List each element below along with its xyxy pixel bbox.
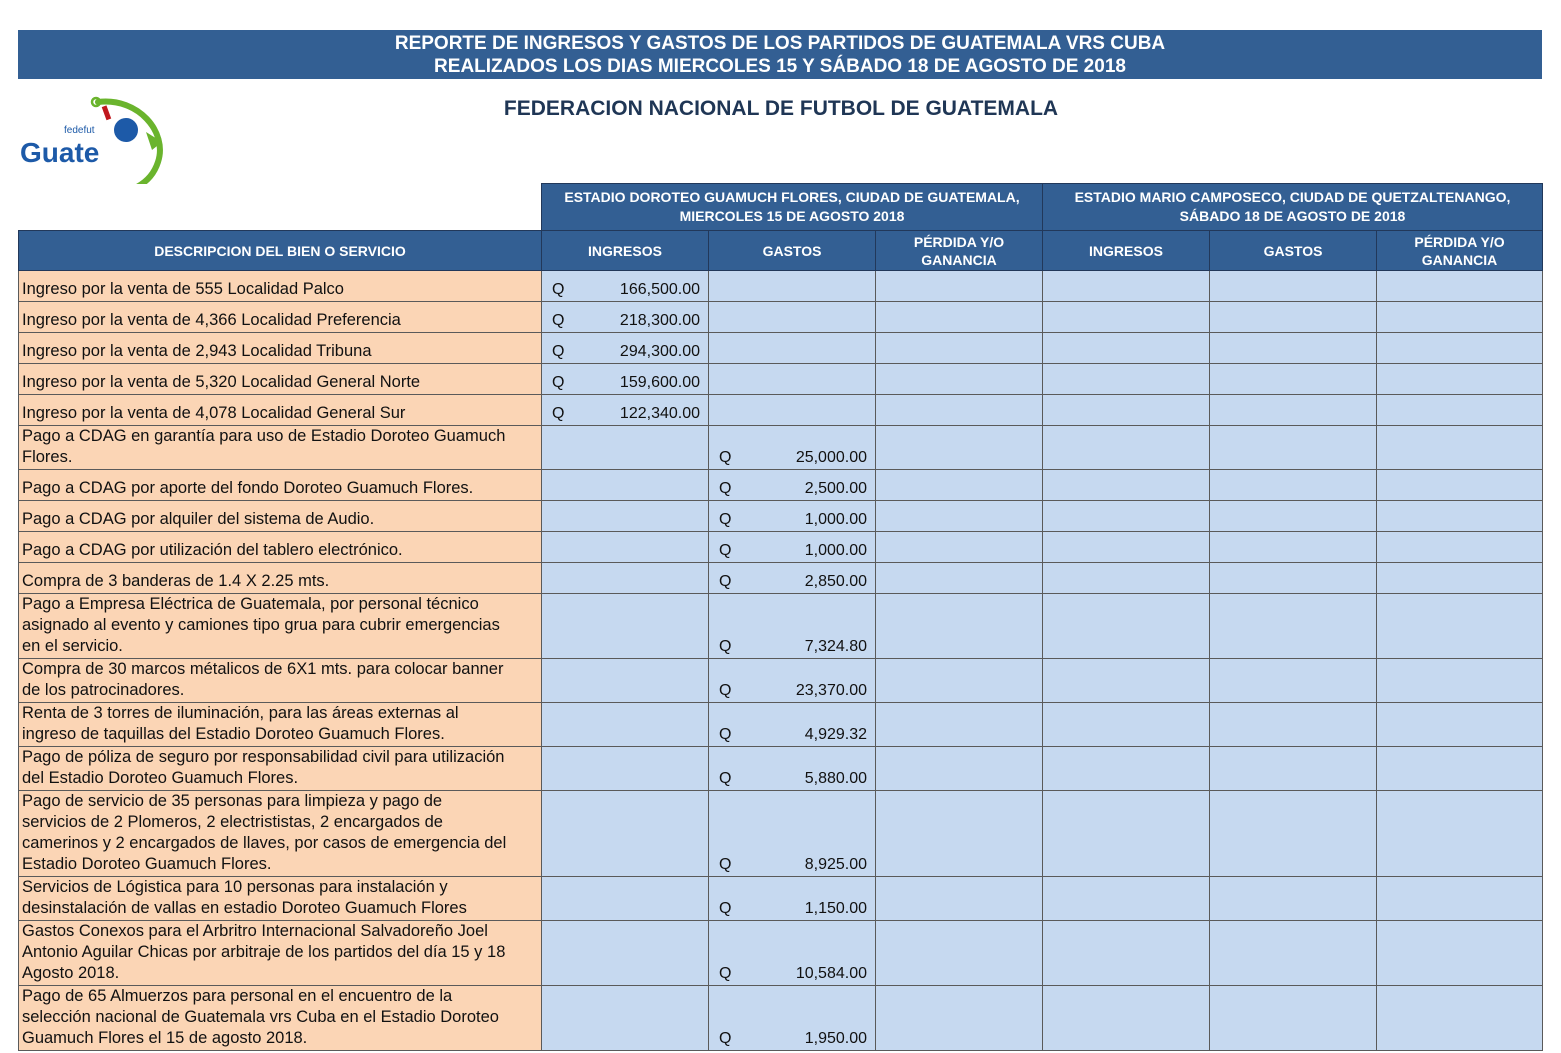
cell-gastos-1 [709, 333, 876, 364]
cell-perdida-1 [876, 703, 1043, 747]
cell-gastos-2 [1210, 921, 1377, 986]
cell-ingresos-1 [542, 791, 709, 877]
description-line: Gastos Conexos para el Arbritro Internacional Salvadoreño Joel [22, 922, 488, 940]
cell-perdida-1 [876, 659, 1043, 703]
logo-big-text: Guate [20, 137, 100, 168]
col-header-perdida-1 [876, 231, 1043, 271]
cell-perdida-1 [876, 532, 1043, 563]
amount: 294,300.00 [619, 343, 700, 360]
cell-perdida-1 [876, 563, 1043, 594]
description-line: Renta de 3 torres de iluminación, para las áreas externas al [22, 704, 459, 722]
cell-gastos-1 [709, 877, 876, 921]
description-line: Pago a CDAG por aporte del fondo Doroteo Guamuch Flores. [22, 479, 474, 497]
currency-symbol: Q [719, 638, 732, 655]
amount: 23,370.00 [795, 682, 867, 699]
cell-perdida-2 [1377, 703, 1543, 747]
description-line: Pago a CDAG por utilización del tablero electrónico. [22, 541, 403, 559]
cell-perdida-2 [1377, 395, 1543, 426]
cell-perdida-2 [1377, 791, 1543, 877]
description-line: Compra de 30 marcos métalicos de 6X1 mts. para colocar banner [22, 660, 504, 678]
currency-symbol: Q [719, 856, 732, 873]
row-description [19, 986, 542, 1051]
description-line: Pago de póliza de seguro por responsabilidad civil para utilización [22, 748, 505, 766]
col-header-ingresos-2: INGRESOS [1043, 231, 1210, 271]
currency-symbol: Q [719, 900, 732, 917]
cell-ingresos-1 [542, 426, 709, 470]
description-line: Estadio Doroteo Guamuch Flores. [22, 855, 272, 873]
description-line: Ingreso por la venta de 5,320 Localidad General Norte [22, 373, 421, 391]
cell-gastos-1 [709, 986, 876, 1051]
description-line: Servicios de Lógistica para 10 personas para instalación y [22, 878, 448, 896]
cell-gastos-2 [1210, 791, 1377, 877]
cell-gastos-2 [1210, 364, 1377, 395]
perdida-line1: PÉRDIDA Y/O [913, 233, 1005, 250]
col-header-gastos-2: GASTOS [1210, 231, 1377, 271]
stadium-header-camposeco [1043, 184, 1543, 231]
row-description [19, 271, 542, 302]
cell-perdida-1 [876, 470, 1043, 501]
cell-perdida-1 [876, 271, 1043, 302]
cell-perdida-2 [1377, 426, 1543, 470]
table-row [19, 921, 1543, 986]
logo-red-bar [102, 105, 111, 120]
amount: 166,500.00 [619, 281, 700, 298]
cell-ingresos-1 [542, 921, 709, 986]
cell-perdida-1 [876, 986, 1043, 1051]
column-header-row [19, 231, 1543, 271]
amount: 1,000.00 [804, 542, 867, 559]
description-line: Ingreso por la venta de 4,366 Localidad Preferencia [22, 311, 401, 329]
description-line: Pago de 65 Almuerzos para personal en el encuentro de la [22, 987, 453, 1005]
cell-ingresos-2 [1043, 791, 1210, 877]
table-row [19, 302, 1543, 333]
currency-symbol: Q [552, 374, 565, 391]
cell-perdida-1 [876, 791, 1043, 877]
description-line: Ingreso por la venta de 4,078 Localidad General Sur [22, 404, 406, 422]
logo-blue-ball [114, 118, 138, 142]
row-description [19, 921, 542, 986]
description-line: Agosto 2018. [22, 964, 120, 982]
fedefut-guate-logo [18, 92, 168, 197]
row-description [19, 426, 542, 470]
cell-gastos-1 [709, 395, 876, 426]
cell-gastos-2 [1210, 333, 1377, 364]
perdida-line2: GANANCIA [921, 251, 997, 268]
description-line: asignado al evento y camiones tipo grua para cubrir emergencias [22, 616, 500, 634]
cell-ingresos-1 [542, 877, 709, 921]
cell-ingresos-1 [542, 703, 709, 747]
table-row [19, 364, 1543, 395]
amount: 4,929.32 [804, 726, 867, 743]
currency-symbol: Q [552, 281, 565, 298]
row-description [19, 791, 542, 877]
cell-gastos-1 [709, 426, 876, 470]
cell-perdida-2 [1377, 364, 1543, 395]
cell-gastos-1 [709, 659, 876, 703]
cell-perdida-2 [1377, 563, 1543, 594]
table-row [19, 594, 1543, 659]
perdida-line1: PÉRDIDA Y/O [1414, 233, 1505, 250]
row-description [19, 747, 542, 791]
cell-ingresos-1 [542, 395, 709, 426]
amount: 8,925.00 [804, 856, 867, 873]
col-header-perdida-2 [1377, 231, 1543, 271]
cell-gastos-2 [1210, 986, 1377, 1051]
cell-perdida-2 [1377, 877, 1543, 921]
description-line: de los patrocinadores. [22, 681, 185, 699]
cell-gastos-2 [1210, 532, 1377, 563]
description-line: camerinos y 2 encargados de llaves, por casos de emergencia del [22, 834, 507, 852]
amount: 1,950.00 [804, 1030, 867, 1047]
currency-symbol: Q [719, 511, 732, 528]
report-title-banner [18, 30, 1542, 79]
logo-small-text: fedefut [64, 125, 95, 136]
cell-ingresos-2 [1043, 470, 1210, 501]
cell-gastos-2 [1210, 302, 1377, 333]
table-row [19, 791, 1543, 877]
cell-ingresos-1 [542, 271, 709, 302]
cell-ingresos-1 [542, 302, 709, 333]
cell-gastos-1 [709, 532, 876, 563]
table-row [19, 986, 1543, 1051]
cell-gastos-1 [709, 921, 876, 986]
amount: 1,000.00 [804, 511, 867, 528]
report-title-line1: REPORTE DE INGRESOS Y GASTOS DE LOS PARTIDOS DE GUATEMALA VRS CUBA [394, 33, 1166, 54]
cell-perdida-2 [1377, 659, 1543, 703]
amount: 1,150.00 [804, 900, 867, 917]
cell-perdida-1 [876, 921, 1043, 986]
cell-ingresos-2 [1043, 302, 1210, 333]
stadium-1-line2: MIERCOLES 15 DE AGOSTO 2018 [679, 208, 905, 224]
table-row [19, 271, 1543, 302]
description-line: Pago a CDAG por alquiler del sistema de Audio. [22, 510, 375, 528]
description-line: Pago a Empresa Eléctrica de Guatemala, por personal técnico [22, 595, 479, 613]
stadium-2-line1: ESTADIO MARIO CAMPOSECO, CIUDAD DE QUETZALTENANGO, [1074, 189, 1511, 205]
cell-perdida-2 [1377, 594, 1543, 659]
cell-gastos-2 [1210, 470, 1377, 501]
cell-ingresos-1 [542, 532, 709, 563]
cell-ingresos-1 [542, 747, 709, 791]
row-description [19, 594, 542, 659]
organization-title: FEDERACION NACIONAL DE FUTBOL DE GUATEMALA [503, 97, 1059, 120]
amount: 25,000.00 [795, 449, 867, 466]
cell-gastos-2 [1210, 395, 1377, 426]
cell-gastos-1 [709, 271, 876, 302]
description-line: servicios de 2 Plomeros, 2 electrististas, 2 encargados de [22, 813, 443, 831]
currency-symbol: Q [552, 312, 565, 329]
row-description [19, 532, 542, 563]
description-line: Pago a CDAG en garantía para uso de Estadio Doroteo Guamuch [22, 427, 506, 445]
description-line: ingreso de taquillas del Estadio Doroteo Guamuch Flores. [22, 725, 445, 743]
cell-gastos-1 [709, 563, 876, 594]
stadium-header-row [19, 184, 1543, 231]
currency-symbol: Q [719, 965, 732, 982]
description-line: Compra de 3 banderas de 1.4 X 2.25 mts. [22, 572, 330, 590]
cell-gastos-1 [709, 364, 876, 395]
description-line: Guamuch Flores el 15 de agosto 2018. [22, 1029, 308, 1047]
amount: 5,880.00 [804, 770, 867, 787]
cell-perdida-2 [1377, 986, 1543, 1051]
cell-ingresos-2 [1043, 703, 1210, 747]
cell-ingresos-1 [542, 594, 709, 659]
cell-gastos-1 [709, 501, 876, 532]
row-description [19, 364, 542, 395]
cell-gastos-1 [709, 302, 876, 333]
cell-perdida-1 [876, 333, 1043, 364]
cell-ingresos-1 [542, 659, 709, 703]
cell-perdida-1 [876, 426, 1043, 470]
cell-perdida-1 [876, 302, 1043, 333]
cell-ingresos-2 [1043, 659, 1210, 703]
amount: 159,600.00 [619, 374, 700, 391]
cell-perdida-2 [1377, 333, 1543, 364]
cell-ingresos-2 [1043, 501, 1210, 532]
cell-perdida-2 [1377, 747, 1543, 791]
row-description [19, 659, 542, 703]
row-description [19, 302, 542, 333]
cell-gastos-1 [709, 703, 876, 747]
amount: 10,584.00 [795, 965, 867, 982]
description-line: en el servicio. [22, 637, 123, 655]
description-line: selección nacional de Guatemala vrs Cuba en el Estadio Doroteo [22, 1008, 499, 1026]
cell-gastos-1 [709, 747, 876, 791]
cell-gastos-2 [1210, 594, 1377, 659]
row-description [19, 703, 542, 747]
description-line: Ingreso por la venta de 2,943 Localidad Tribuna [22, 342, 372, 360]
table-row [19, 747, 1543, 791]
currency-symbol: Q [719, 542, 732, 559]
currency-symbol: Q [719, 573, 732, 590]
description-line: del Estadio Doroteo Guamuch Flores. [22, 769, 299, 787]
cell-perdida-2 [1377, 532, 1543, 563]
income-expense-table [18, 183, 1543, 1051]
cell-gastos-2 [1210, 703, 1377, 747]
table-row [19, 426, 1543, 470]
currency-symbol: Q [719, 770, 732, 787]
col-header-ingresos-1: INGRESOS [542, 231, 709, 271]
table-row [19, 470, 1543, 501]
table-body [19, 271, 1543, 1051]
cell-ingresos-2 [1043, 532, 1210, 563]
row-description [19, 333, 542, 364]
currency-symbol: Q [719, 1030, 732, 1047]
cell-ingresos-2 [1043, 364, 1210, 395]
cell-ingresos-1 [542, 986, 709, 1051]
cell-ingresos-2 [1043, 333, 1210, 364]
table-row [19, 703, 1543, 747]
stadium-header-doroteo [542, 184, 1043, 231]
amount: 218,300.00 [619, 312, 700, 329]
table-row [19, 659, 1543, 703]
col-header-description: DESCRIPCION DEL BIEN O SERVICIO [19, 231, 542, 271]
cell-ingresos-1 [542, 563, 709, 594]
description-line: Antonio Aguilar Chicas por arbitraje de los partidos del día 15 y 18 [22, 943, 506, 961]
table-row [19, 333, 1543, 364]
report-title-line2: REALIZADOS LOS DIAS MIERCOLES 15 Y SÁBADO 18 DE AGOSTO DE 2018 [434, 56, 1126, 77]
currency-symbol: Q [552, 405, 565, 422]
cell-ingresos-2 [1043, 426, 1210, 470]
col-header-gastos-1: GASTOS [709, 231, 876, 271]
cell-ingresos-2 [1043, 921, 1210, 986]
table-row [19, 501, 1543, 532]
cell-perdida-1 [876, 747, 1043, 791]
row-description [19, 395, 542, 426]
cell-ingresos-2 [1043, 986, 1210, 1051]
cell-ingresos-2 [1043, 594, 1210, 659]
cell-ingresos-1 [542, 364, 709, 395]
cell-perdida-1 [876, 877, 1043, 921]
cell-ingresos-1 [542, 470, 709, 501]
table-row [19, 877, 1543, 921]
cell-perdida-2 [1377, 501, 1543, 532]
stadium-2-line2: SÁBADO 18 DE AGOSTO DE 2018 [1179, 208, 1406, 224]
cell-perdida-1 [876, 364, 1043, 395]
cell-perdida-1 [876, 594, 1043, 659]
currency-symbol: Q [719, 449, 732, 466]
table-row [19, 532, 1543, 563]
cell-ingresos-2 [1043, 395, 1210, 426]
cell-gastos-2 [1210, 659, 1377, 703]
cell-ingresos-2 [1043, 271, 1210, 302]
row-description [19, 470, 542, 501]
currency-symbol: Q [719, 480, 732, 497]
cell-ingresos-1 [542, 501, 709, 532]
description-line: desinstalación de vallas en estadio Doroteo Guamuch Flores [22, 899, 467, 917]
currency-symbol: Q [719, 682, 732, 699]
cell-perdida-2 [1377, 470, 1543, 501]
cell-ingresos-2 [1043, 877, 1210, 921]
description-line: Flores. [22, 448, 73, 466]
cell-gastos-2 [1210, 501, 1377, 532]
perdida-line2: GANANCIA [1421, 251, 1498, 268]
row-description [19, 563, 542, 594]
table-row [19, 395, 1543, 426]
row-description [19, 877, 542, 921]
cell-perdida-2 [1377, 271, 1543, 302]
currency-symbol: Q [719, 726, 732, 743]
cell-perdida-1 [876, 501, 1043, 532]
cell-gastos-1 [709, 594, 876, 659]
row-description [19, 501, 542, 532]
stadium-1-line1: ESTADIO DOROTEO GUAMUCH FLORES, CIUDAD DE GUATEMALA, [564, 189, 1020, 205]
cell-gastos-2 [1210, 747, 1377, 791]
cell-perdida-2 [1377, 921, 1543, 986]
blank-header-cell [19, 184, 542, 231]
amount: 7,324.80 [804, 638, 867, 655]
cell-ingresos-2 [1043, 747, 1210, 791]
cell-gastos-1 [709, 470, 876, 501]
cell-gastos-2 [1210, 563, 1377, 594]
amount: 122,340.00 [619, 405, 700, 422]
cell-ingresos-1 [542, 333, 709, 364]
cell-gastos-1 [709, 791, 876, 877]
cell-perdida-1 [876, 395, 1043, 426]
table-row [19, 563, 1543, 594]
description-line: Ingreso por la venta de 555 Localidad Palco [22, 280, 344, 298]
cell-perdida-2 [1377, 302, 1543, 333]
cell-gastos-2 [1210, 877, 1377, 921]
description-line: Pago de servicio de 35 personas para limpieza y pago de [22, 792, 443, 810]
amount: 2,850.00 [804, 573, 867, 590]
currency-symbol: Q [552, 343, 565, 360]
cell-ingresos-2 [1043, 563, 1210, 594]
cell-gastos-2 [1210, 271, 1377, 302]
cell-gastos-2 [1210, 426, 1377, 470]
amount: 2,500.00 [804, 480, 867, 497]
